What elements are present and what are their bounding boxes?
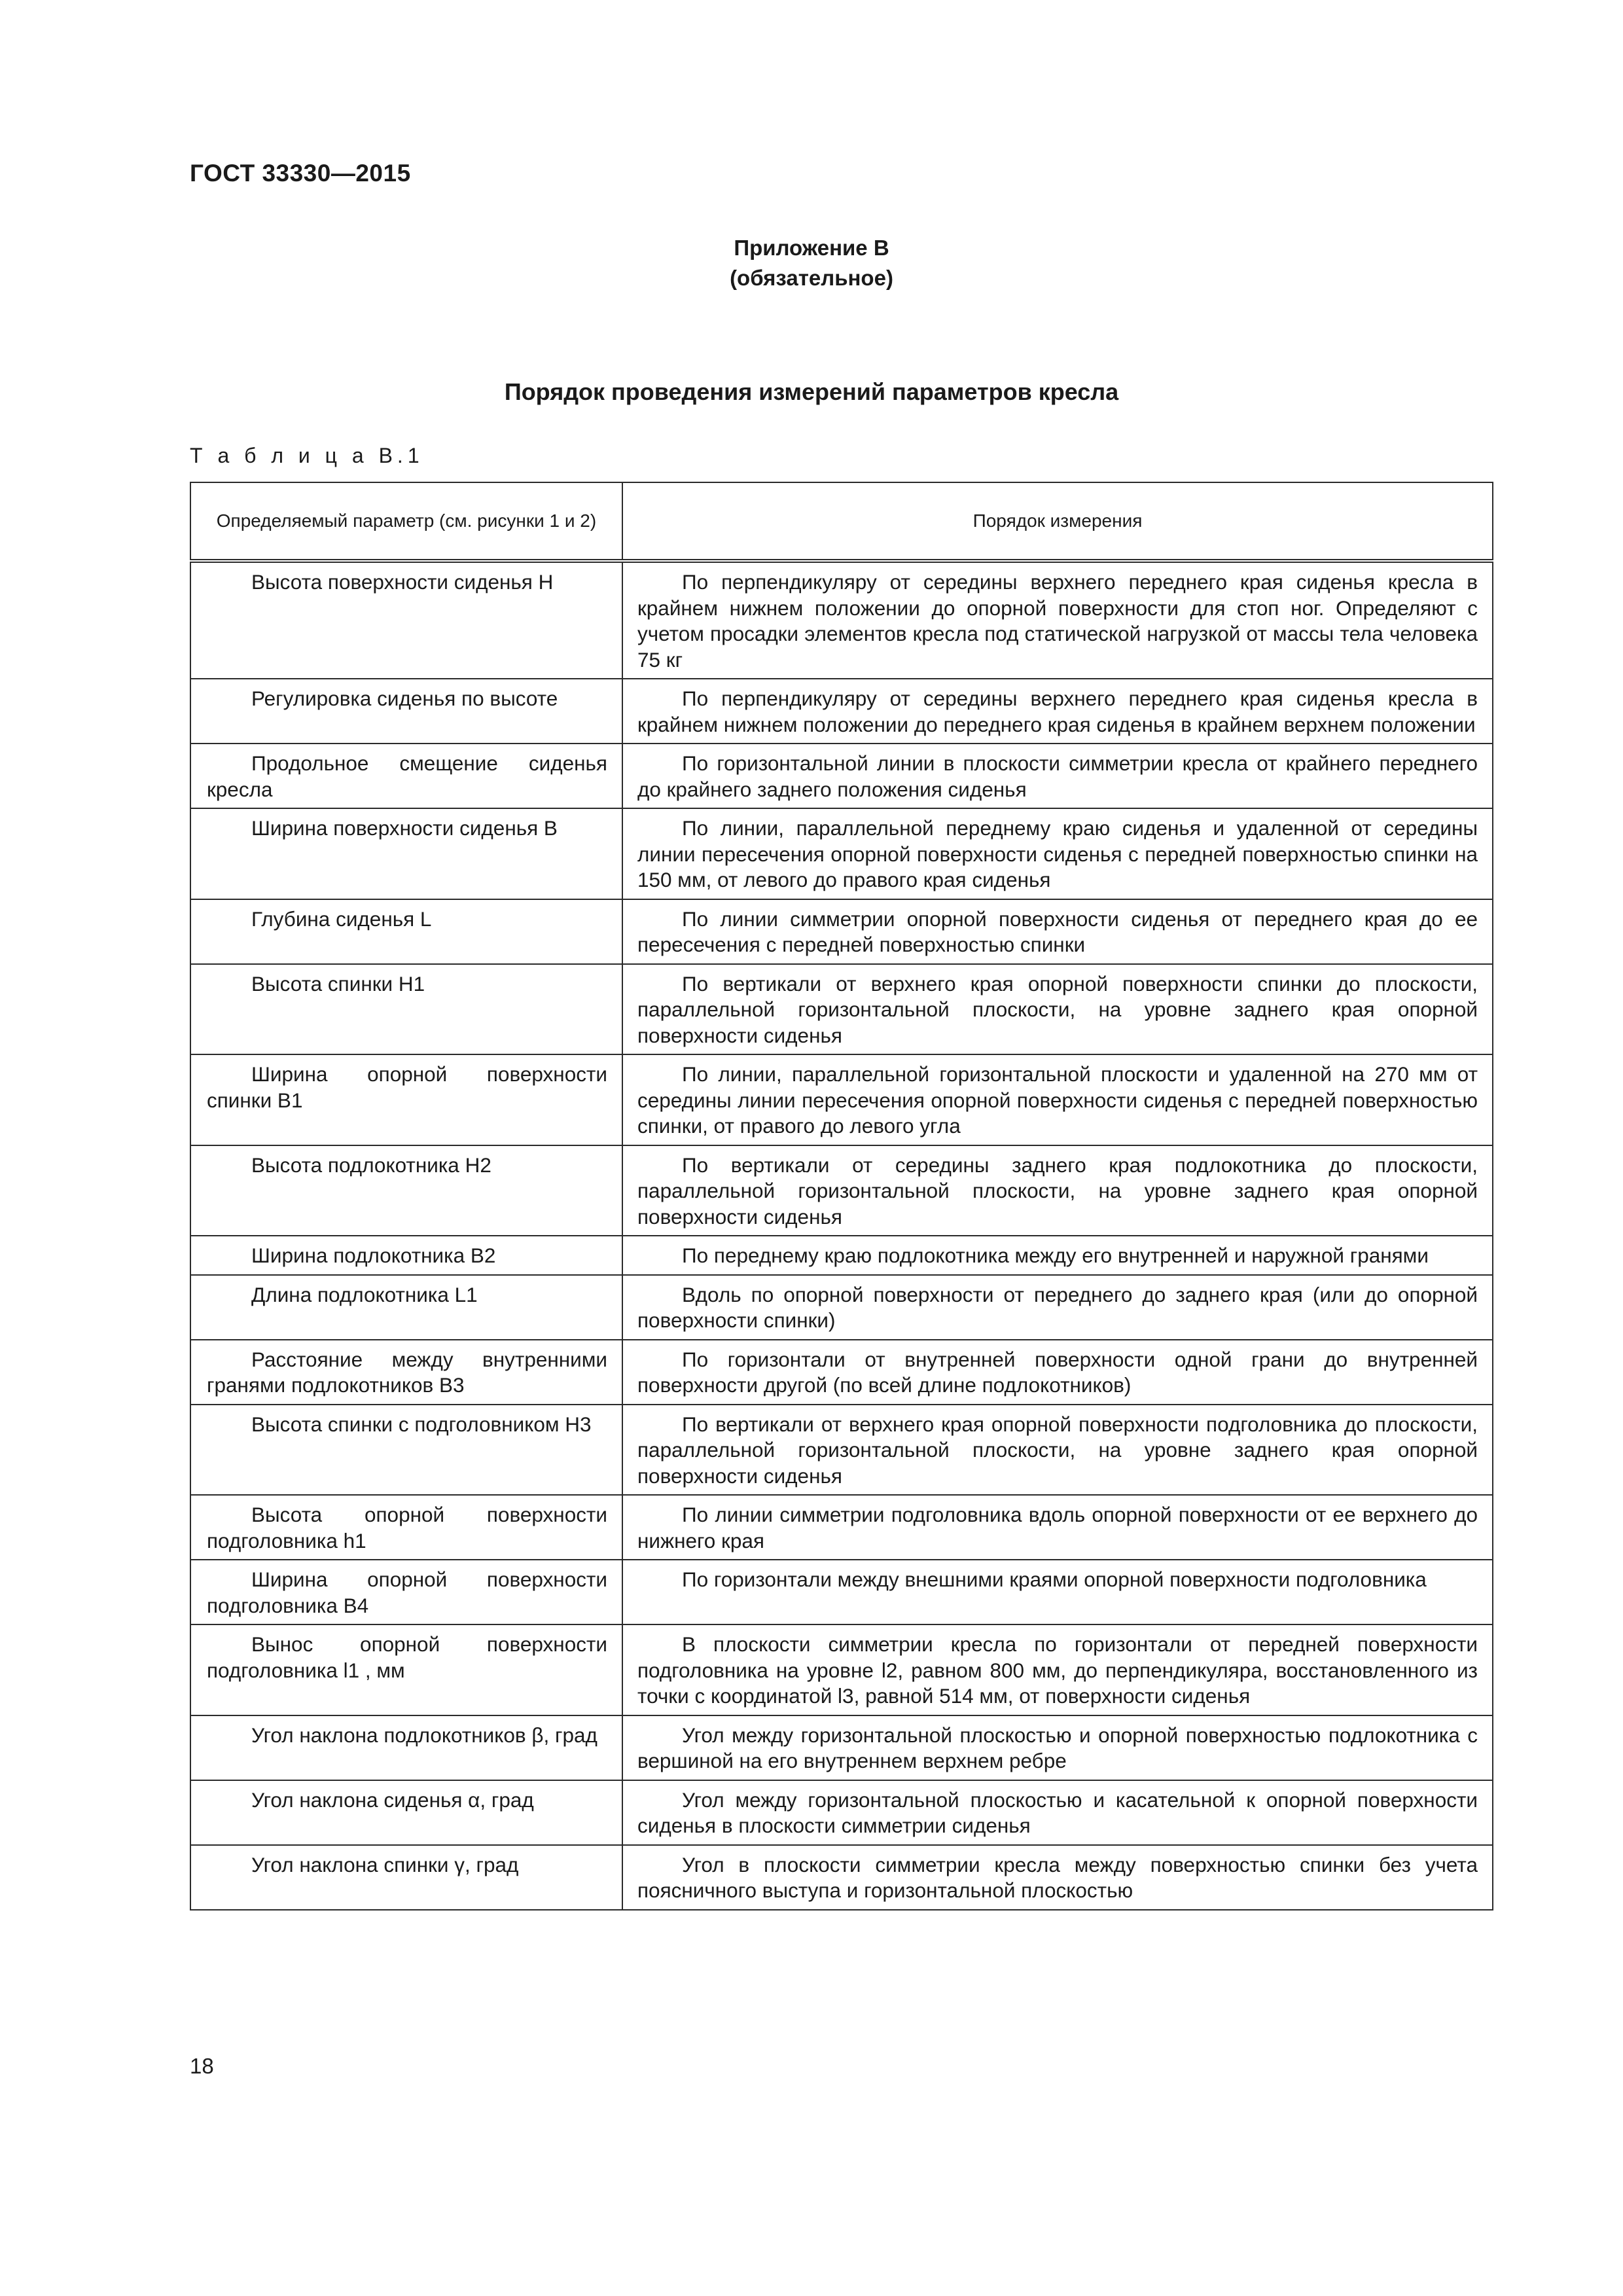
table-row [190, 899, 1493, 964]
procedure-cell: По линии симметрии опорной поверхности сиденья от переднего края до ее пересечения с передней поверхностью спинки [622, 899, 1493, 964]
procedure-cell: По вертикали от верхнего края опорной поверхности спинки до плоскости, параллельной горизонтальной плоскости, на уровне заднего края опорной поверхности сиденья [622, 964, 1493, 1055]
section-title: Порядок проведения измерений параметров кресла [504, 378, 1119, 405]
parameter-cell: Высота поверхности сиденья H [190, 561, 622, 679]
procedure-cell: По горизонтали от внутренней поверхности одной грани до внутренней поверхности другой (по всей длине подлокотников) [622, 1340, 1493, 1405]
procedure-cell: По вертикали от середины заднего края подлокотника до плоскости, параллельной горизонтальной плоскости, на уровне заднего края опорной поверхности сиденья [622, 1145, 1493, 1236]
column-header-parameter: Определяемый параметр (см. рисунки 1 и 2) [190, 482, 622, 561]
table-row [190, 1145, 1493, 1236]
table-row [190, 964, 1493, 1055]
procedure-cell: Угол между горизонтальной плоскостью и опорной поверхностью подлокотника с вершиной на его внутреннем верхнем ребре [622, 1715, 1493, 1780]
table-caption: Т а б л и ц а В.1 [190, 444, 424, 467]
table-row [190, 1624, 1493, 1715]
parameter-cell: Высота подлокотника H2 [190, 1145, 622, 1236]
parameter-cell: Длина подлокотника L1 [190, 1275, 622, 1340]
procedure-cell: Угол в плоскости симметрии кресла между поверхностью спинки без учета поясничного выступа и горизонтальной плоскостью [622, 1845, 1493, 1910]
table-row [190, 1054, 1493, 1145]
procedure-cell: По линии, параллельной горизонтальной плоскости и удаленной на 270 мм от середины линии пересечения опорной поверхности сиденья с передней поверхностью спинки, от правого до левого угла [622, 1054, 1493, 1145]
table-header-row [190, 482, 1493, 561]
parameter-cell: Высота спинки H1 [190, 964, 622, 1055]
appendix-heading [0, 233, 1623, 293]
parameter-cell: Ширина поверхности сиденья B [190, 808, 622, 899]
table-row [190, 1845, 1493, 1910]
procedure-cell: По перпендикуляру от середины верхнего переднего края сиденья кресла в крайнем нижнем положении до переднего края сиденья в крайнем верхнем положении [622, 679, 1493, 744]
table-row [190, 1340, 1493, 1405]
table-row [190, 808, 1493, 899]
procedure-cell: По вертикали от верхнего края опорной поверхности подголовника до плоскости, параллельной горизонтальной плоскости, на уровне заднего края опорной поверхности сиденья [622, 1405, 1493, 1496]
table-row [190, 744, 1493, 808]
procedure-cell: По линии симметрии подголовника вдоль опорной поверхности от ее верхнего до нижнего края [622, 1495, 1493, 1560]
column-header-procedure: Порядок измерения [622, 482, 1493, 561]
parameter-cell: Продольное смещение сиденья кресла [190, 744, 622, 808]
parameter-cell: Ширина опорной поверхности подголовника B4 [190, 1560, 622, 1624]
procedure-cell: Вдоль по опорной поверхности от переднего до заднего края (или до опорной поверхности спинки) [622, 1275, 1493, 1340]
page-number: 18 [190, 2054, 214, 2078]
procedure-cell: Угол между горизонтальной плоскостью и касательной к опорной поверхности сиденья в плоскости симметрии сиденья [622, 1780, 1493, 1845]
table-row [190, 1495, 1493, 1560]
appendix-status: (обязательное) [730, 266, 893, 290]
parameter-cell: Угол наклона спинки γ, град [190, 1845, 622, 1910]
procedure-cell: По линии, параллельной переднему краю сиденья и удаленной от середины линии пересечения опорной поверхности сиденья с передней поверхностью спинки на 150 мм, от левого до правого края сиденья [622, 808, 1493, 899]
table-row [190, 561, 1493, 679]
parameter-cell: Ширина подлокотника B2 [190, 1236, 622, 1275]
document-code: ГОСТ 33330—2015 [190, 160, 411, 187]
parameter-cell: Высота спинки с подголовником H3 [190, 1405, 622, 1496]
table-row [190, 1780, 1493, 1845]
table-row [190, 1236, 1493, 1275]
table-row [190, 679, 1493, 744]
table-row [190, 1405, 1493, 1496]
parameter-cell: Высота опорной поверхности подголовника h1 [190, 1495, 622, 1560]
parameter-cell: Регулировка сиденья по высоте [190, 679, 622, 744]
table-row [190, 1715, 1493, 1780]
table-row [190, 1560, 1493, 1624]
table-container [190, 482, 1492, 1910]
table-body [190, 561, 1493, 1910]
parameter-cell: Глубина сиденья L [190, 899, 622, 964]
appendix-title: Приложение В [734, 236, 889, 260]
parameter-cell: Угол наклона сиденья α, град [190, 1780, 622, 1845]
measurement-table [190, 482, 1493, 1910]
procedure-cell: По горизонтальной линии в плоскости симметрии кресла от крайнего переднего до крайнего заднего положения сиденья [622, 744, 1493, 808]
table-row [190, 1275, 1493, 1340]
parameter-cell: Угол наклона подлокотников β, град [190, 1715, 622, 1780]
parameter-cell: Вынос опорной поверхности подголовника l1 , мм [190, 1624, 622, 1715]
parameter-cell: Ширина опорной поверхности спинки B1 [190, 1054, 622, 1145]
parameter-cell: Расстояние между внутренними гранями подлокотников B3 [190, 1340, 622, 1405]
procedure-cell: По горизонтали между внешними краями опорной поверхности подголовника [622, 1560, 1493, 1624]
procedure-cell: В плоскости симметрии кресла по горизонтали от передней поверхности подголовника на уровне l2, равном 800 мм, до перпендикуляра, восстановленного из точки с координатой l3, равной 514 мм, от поверхности сиденья [622, 1624, 1493, 1715]
procedure-cell: По переднему краю подлокотника между его внутренней и наружной гранями [622, 1236, 1493, 1275]
procedure-cell: По перпендикуляру от середины верхнего переднего края сиденья кресла в крайнем нижнем положении до опорной поверхности для стоп ног. Определяют с учетом просадки элементов кресла под статической нагрузкой от массы тела человека 75 кг [622, 561, 1493, 679]
